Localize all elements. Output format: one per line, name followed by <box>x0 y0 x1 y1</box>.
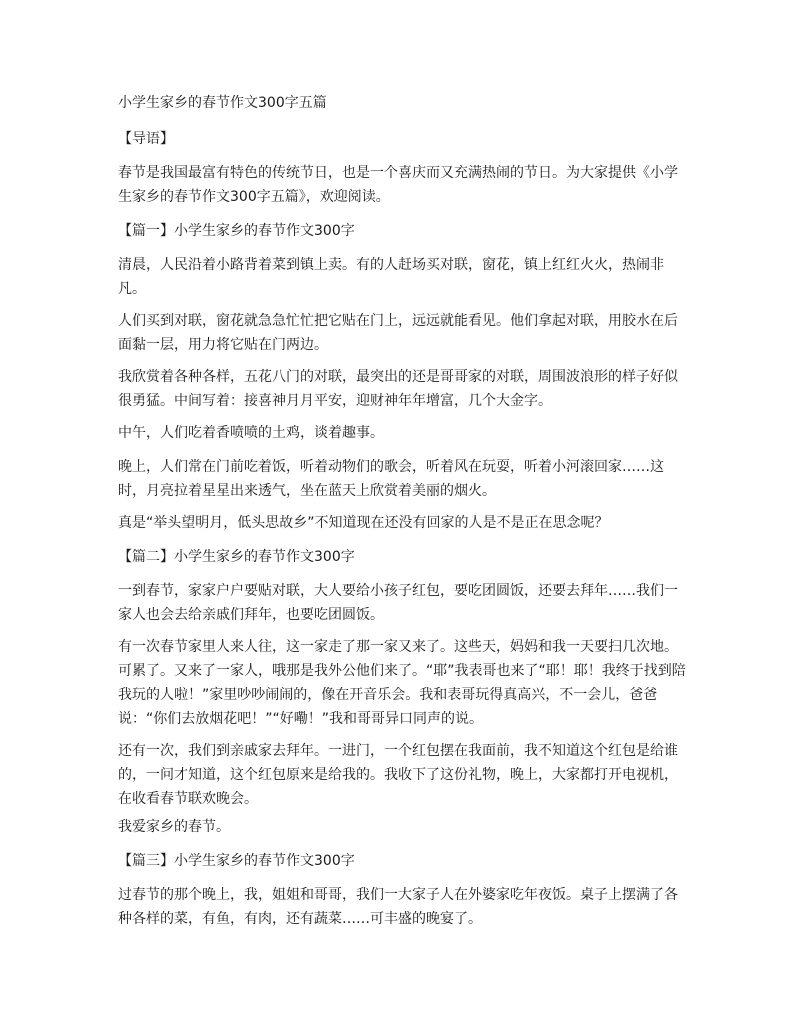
section-3-heading: 【篇三】小学生家乡的春节作文300字 <box>118 853 355 869</box>
section-3-paragraph-1: 过春节的那个晚上，我，姐姐和哥哥，我们一大家子人在外婆家吃年夜饭。桌子上摆满了各种各样的菜，有鱼，有肉，还有蔬菜……可丰盛的晚宴了。 <box>118 887 678 927</box>
section-1-paragraph-5: 晚上，人们常在门前吃着饭，听着动物们的歌会，听着风在玩耍，听着小河滚回家……这时，月亮拉着星星出来透气，坐在蓝天上欣赏着美丽的烟火。 <box>118 459 664 499</box>
section-2-heading: 【篇二】小学生家乡的春节作文300字 <box>118 549 355 565</box>
section-2-paragraph-3: 还有一次，我们到亲戚家去拜年。一进门，一个红包摆在我面前，我不知道这个红包是给谁的，一问才知道，这个红包原来是给我的。我收下了这份礼物，晚上，大家都打开电视机，在收看春节联欢晚会。 <box>118 743 678 807</box>
guide-heading: 【导语】 <box>118 131 174 147</box>
section-1-paragraph-3: 我欣赏着各种各样，五花八门的对联，最突出的还是哥哥家的对联，周围波浪形的样子好似很勇猛。中间写着：接喜神月月平安，迎财神年年增富，几个大金字。 <box>118 369 678 409</box>
intro-paragraph: 春节是我国最富有特色的传统节日，也是一个喜庆而又充满热闹的节日。为大家提供《小学生家乡的春节作文300字五篇》，欢迎阅读。 <box>118 165 678 205</box>
section-1-paragraph-4: 中午，人们吃着香喷喷的土鸡，谈着趣事。 <box>118 425 384 441</box>
section-2-paragraph-1: 一到春节，家家户户要贴对联，大人要给小孩子红包，要吃团圆饭，还要去拜年……我们一家人也会去给亲戚们拜年，也要吃团圆饭。 <box>118 583 678 623</box>
section-1-paragraph-2: 人们买到对联，窗花就急急忙忙把它贴在门上，远远就能看见。他们拿起对联，用胶水在后面黏一层，用力将它贴在门两边。 <box>118 313 678 353</box>
document-title: 小学生家乡的春节作文300字五篇 <box>118 95 327 111</box>
section-1-paragraph-6: 真是“举头望明月，低头思故乡”不知道现在还没有回家的人是不是正在思念呢？ <box>118 515 609 531</box>
section-1-heading: 【篇一】小学生家乡的春节作文300字 <box>118 223 355 239</box>
section-2-paragraph-2: 有一次春节家里人来人往，这一家走了那一家又来了。这些天，妈妈和我一天要扫几次地。可累了。又来了一家人，哦那是我外公他们来了。“耶”我表哥也来了“耶！耶！我终于找到陪我玩的人啦！”家里吵吵闹闹的，像在开音乐会。我和表哥玩得真高兴，不一会儿，爸爸说：“你们去放烟花吧！”“好嘞！”我和哥哥异口同声的说。 <box>118 639 686 727</box>
section-2-paragraph-4: 我爱家乡的春节。 <box>118 819 230 835</box>
section-1-paragraph-1: 清晨，人民沿着小路背着菜到镇上卖。有的人赶场买对联，窗花，镇上红红火火，热闹非凡。 <box>118 257 664 297</box>
